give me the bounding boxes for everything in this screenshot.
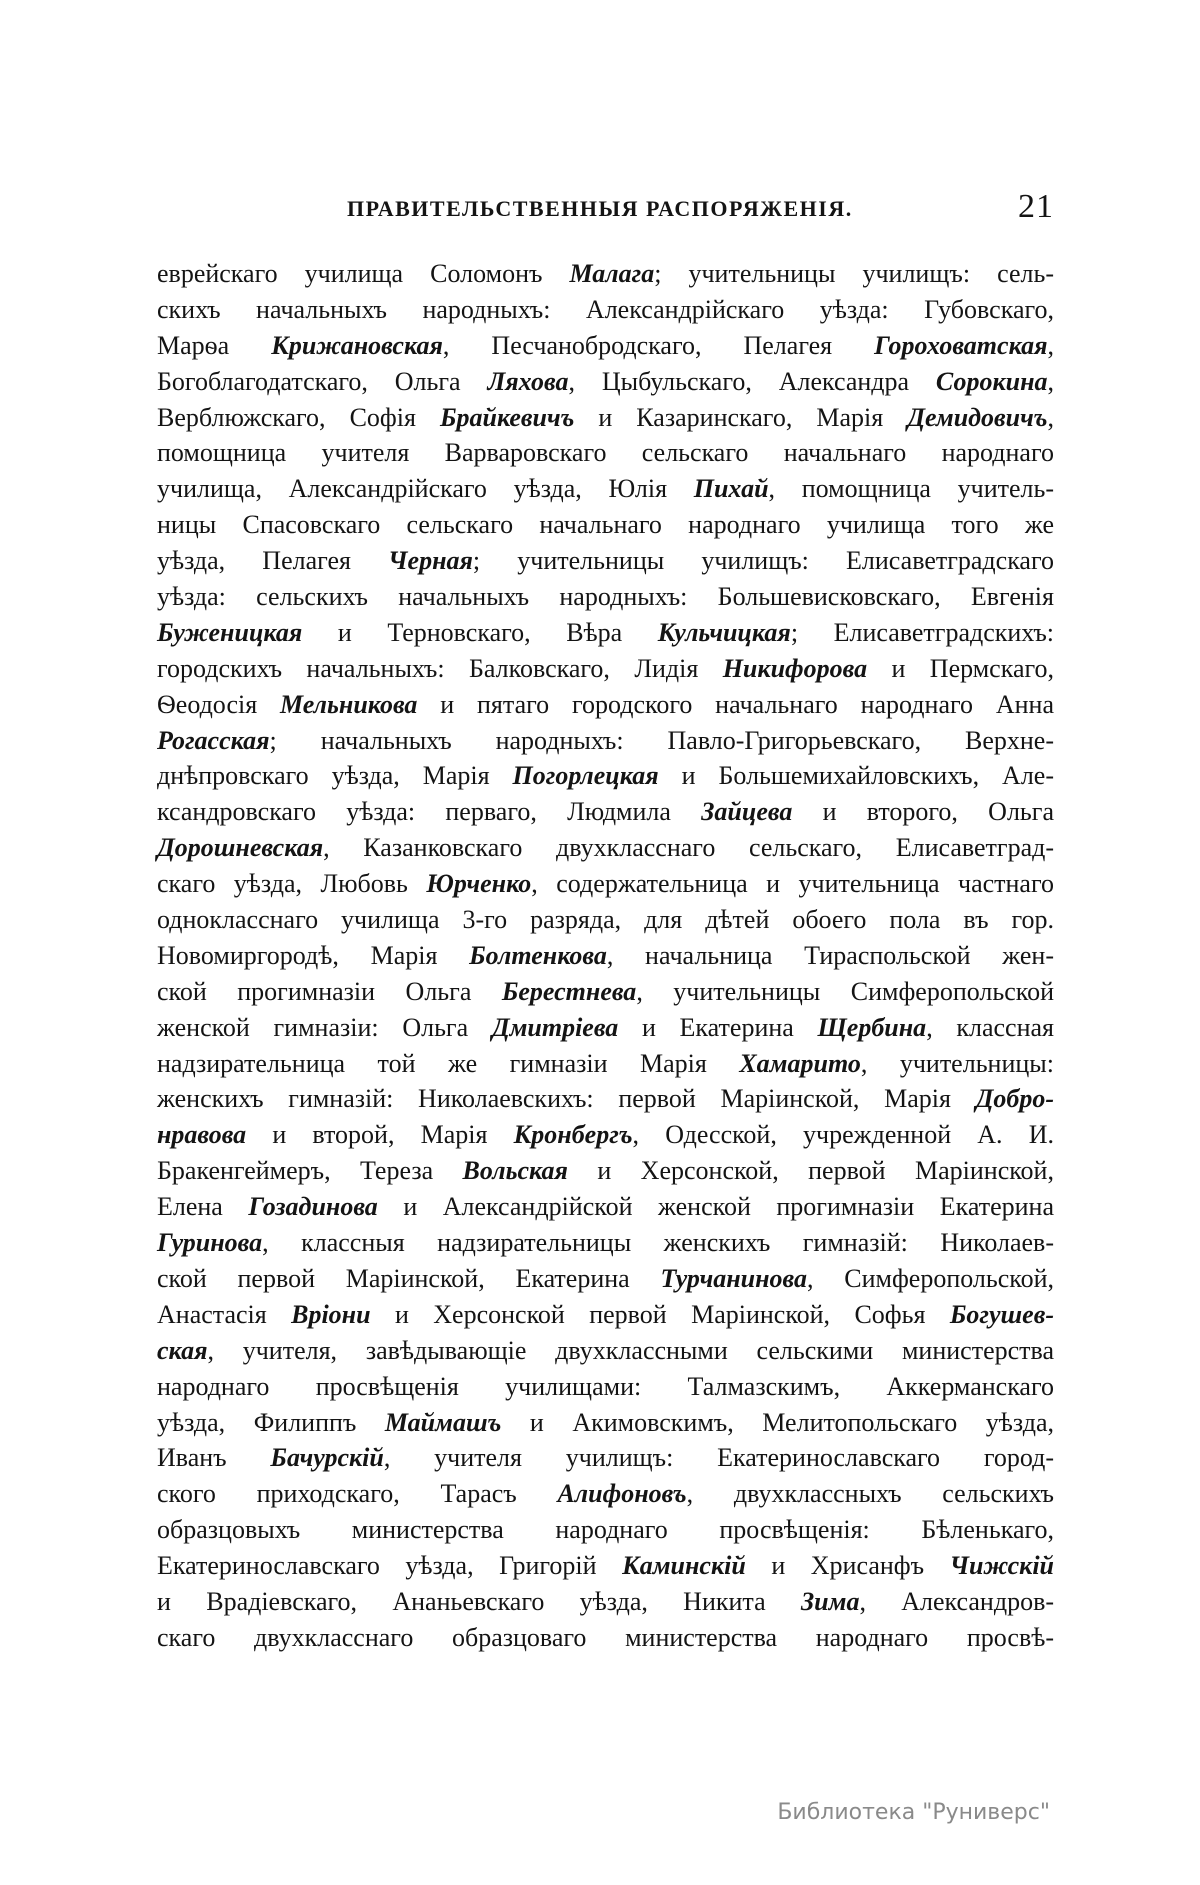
- text-run: и Пермскаго,: [867, 653, 1055, 683]
- italic-name: Мельникова: [280, 689, 418, 719]
- text-run: и Екатерина: [618, 1012, 818, 1042]
- text-run: ской прогимназіи Ольга: [157, 976, 502, 1006]
- body-text: [157, 256, 1054, 1656]
- text-line: [157, 1405, 1054, 1441]
- text-run: училища, Александрійскаго уѣзда, Юлія: [157, 474, 694, 504]
- text-run: , Александров-: [859, 1586, 1055, 1616]
- text-run: и Акимовскимъ, Мелитопольскаго уѣзда,: [501, 1407, 1054, 1437]
- text-line: [157, 1189, 1054, 1225]
- text-run: и второго, Ольга: [792, 797, 1054, 827]
- text-run: , классная: [926, 1012, 1055, 1042]
- text-line: [157, 1512, 1054, 1548]
- text-line: [157, 471, 1054, 507]
- text-run: и второй, Марія: [246, 1120, 514, 1150]
- italic-name: Малага: [569, 259, 655, 288]
- text-line: [157, 1081, 1054, 1117]
- italic-name: ская: [157, 1335, 208, 1365]
- text-run: женской гимназіи: Ольга: [157, 1012, 492, 1042]
- text-line: [157, 866, 1054, 902]
- text-line: [157, 1261, 1054, 1297]
- text-run: , учительницы:: [860, 1048, 1054, 1078]
- text-run: , Песчанобродскаго, Пелагея: [442, 330, 875, 360]
- text-run: и Врадіевскаго, Ананьевскаго уѣзда, Никита: [157, 1586, 801, 1616]
- text-run: , Цыбульскаго, Александра: [568, 366, 936, 396]
- text-line: [157, 543, 1054, 579]
- italic-name: Гуринова: [157, 1228, 263, 1258]
- text-line: [157, 1333, 1054, 1369]
- text-run: еврейскаго училища Соломонъ: [157, 259, 570, 288]
- text-run: ницы Спасовскаго сельскаго начальнаго народнаго училища того же: [157, 510, 1054, 540]
- italic-name: Зайцева: [701, 797, 793, 827]
- text-line: [157, 615, 1054, 651]
- text-run: Богоблагодатскаго, Ольга: [157, 366, 488, 396]
- library-watermark: Библиотека "Руниверс": [777, 1800, 1050, 1825]
- text-run: ,: [1047, 402, 1054, 432]
- text-run: ского приходскаго, Тарасъ: [157, 1479, 558, 1509]
- text-run: , классныя надзирательницы женскихъ гимназій: Николаев-: [262, 1228, 1054, 1258]
- text-run: Новомиргородѣ, Марія: [157, 940, 470, 970]
- text-line: [157, 1369, 1054, 1405]
- italic-name: Никифорова: [722, 653, 868, 683]
- italic-name: Добро-: [975, 1084, 1054, 1114]
- text-run: Бракенгеймеръ, Тереза: [157, 1156, 463, 1186]
- text-run: городскихъ начальныхъ: Балковскаго, Лидія: [157, 653, 723, 683]
- text-line: [157, 758, 1054, 794]
- text-line: [157, 687, 1054, 723]
- italic-name: Хамарито: [739, 1048, 861, 1078]
- italic-name: Крижановская: [271, 330, 443, 360]
- text-line: [157, 830, 1054, 866]
- italic-name: Сорокина: [935, 366, 1048, 396]
- text-line: [157, 256, 1054, 292]
- italic-name: Дмитріева: [491, 1012, 619, 1042]
- text-run: Анастасія: [157, 1299, 292, 1329]
- text-run: , Казанковскаго двухкласснаго сельскаго, Елисаветград-: [323, 833, 1054, 863]
- italic-name: Дорошневская: [157, 833, 324, 863]
- italic-name: Кульчицкая: [657, 617, 791, 647]
- text-run: ; учительницы училищъ: сель-: [654, 259, 1054, 288]
- text-run: ; учительницы училищъ: Елисаветградскаго: [472, 546, 1054, 576]
- text-run: образцовыхъ министерства народнаго просвѣщенія: Бѣленькаго,: [157, 1515, 1054, 1545]
- text-run: женскихъ гимназій: Николаевскихъ: первой Маріинской, Марія: [157, 1084, 976, 1114]
- italic-name: нравова: [157, 1120, 247, 1150]
- italic-name: Бачурскій: [270, 1443, 384, 1473]
- text-line: [157, 507, 1054, 543]
- text-line: [157, 1548, 1054, 1584]
- text-line: [157, 292, 1054, 328]
- italic-name: Алифоновъ: [557, 1479, 687, 1509]
- text-line: [157, 1046, 1054, 1082]
- italic-name: Богушев-: [949, 1299, 1054, 1329]
- text-run: надзирательница той же гимназіи Марія: [157, 1048, 740, 1078]
- text-line: [157, 651, 1054, 687]
- text-run: ; начальныхъ народныхъ: Павло-Григорьевскаго, Верхне-: [269, 725, 1054, 755]
- italic-name: Погорлецкая: [512, 761, 659, 791]
- italic-name: Вольская: [462, 1156, 568, 1186]
- text-run: скихъ начальныхъ народныхъ: Александрійскаго уѣзда: Губовскаго,: [157, 294, 1054, 324]
- text-run: ,: [1047, 330, 1054, 360]
- text-line: [157, 974, 1054, 1010]
- text-run: и Александрійской женской прогимназіи Екатерина: [377, 1192, 1054, 1222]
- text-line: [157, 938, 1054, 974]
- text-line: [157, 794, 1054, 830]
- italic-name: Берестнева: [501, 976, 637, 1006]
- italic-name: Черная: [388, 546, 473, 576]
- italic-name: Пихай: [693, 474, 769, 504]
- italic-name: Буженицкая: [157, 617, 303, 647]
- text-run: , учителя училищъ: Екатеринославскаго город-: [383, 1443, 1054, 1473]
- italic-name: Брайкевичъ: [439, 402, 575, 432]
- italic-name: Щербина: [817, 1012, 927, 1042]
- italic-name: Гороховатская: [874, 330, 1048, 360]
- italic-name: Каминскій: [622, 1551, 746, 1581]
- text-run: и Терновскаго, Вѣра: [302, 617, 658, 647]
- text-line: [157, 1297, 1054, 1333]
- text-run: уѣзда: сельскихъ начальныхъ народныхъ: Большевисковскаго, Евгенія: [157, 582, 1054, 612]
- text-run: ,: [1047, 366, 1055, 396]
- text-line: [157, 902, 1054, 938]
- italic-name: Болтенкова: [469, 940, 607, 970]
- text-line: [157, 1584, 1054, 1620]
- italic-name: Турчанинова: [660, 1263, 807, 1293]
- text-run: уѣзда, Филиппъ: [157, 1407, 385, 1437]
- text-line: [157, 328, 1054, 364]
- text-line: [157, 1117, 1054, 1153]
- text-run: Марѳа: [157, 330, 272, 360]
- text-run: , двухклассныхъ сельскихъ: [686, 1479, 1054, 1509]
- text-run: и Херсонской, первой Маріинской,: [567, 1156, 1054, 1186]
- text-run: , Одесской, учрежденной А. И.: [632, 1120, 1054, 1150]
- italic-name: Юрченко: [426, 869, 532, 899]
- text-run: и Херсонской первой Маріинской, Софья: [370, 1299, 950, 1329]
- running-title: ПРАВИТЕЛЬСТВЕННЫЯ РАСПОРЯЖЕНІЯ.: [347, 196, 853, 221]
- text-line: [157, 364, 1054, 400]
- text-run: днѣпровскаго уѣзда, Марія: [157, 761, 513, 791]
- text-run: ской первой Маріинской, Екатерина: [157, 1263, 661, 1293]
- italic-name: Маймашъ: [384, 1407, 502, 1437]
- text-run: , содержательница и учительница частнаго: [531, 869, 1054, 899]
- page-number: 21: [1018, 188, 1054, 225]
- text-line: [157, 1225, 1054, 1261]
- running-header: [157, 190, 1054, 230]
- text-run: Екатеринославскаго уѣзда, Григорій: [157, 1551, 623, 1581]
- text-run: ксандровскаго уѣзда: перваго, Людмила: [157, 797, 702, 827]
- text-run: , начальница Тираспольской жен-: [606, 940, 1054, 970]
- text-line: [157, 579, 1054, 615]
- italic-name: Вріони: [291, 1299, 371, 1329]
- italic-name: Кронбергъ: [513, 1120, 633, 1150]
- italic-name: Рогасская: [157, 725, 270, 755]
- italic-name: Чижскій: [949, 1551, 1054, 1581]
- text-run: однокласснаго училища 3-го разряда, для дѣтей обоего пола въ гор.: [157, 905, 1054, 935]
- text-run: ; Елисаветградскихъ:: [790, 617, 1054, 647]
- text-line: [157, 723, 1054, 759]
- text-run: уѣзда, Пелагея: [157, 546, 389, 576]
- text-run: Верблюжскаго, Софія: [157, 402, 440, 432]
- text-run: Ѳеодосія: [157, 689, 281, 719]
- text-run: скаго двухкласснаго образцоваго министерства народнаго просвѣ-: [157, 1622, 1054, 1652]
- italic-name: Зима: [800, 1586, 860, 1616]
- text-run: , учительницы Симферопольской: [636, 976, 1055, 1006]
- text-run: и Большемихайловскихъ, Але-: [658, 761, 1054, 791]
- text-line: [157, 1153, 1054, 1189]
- italic-name: Демидовичъ: [907, 402, 1048, 432]
- text-run: Елена: [157, 1192, 249, 1222]
- text-run: , учителя, завѣдывающіе двухклассными сельскими министерства: [207, 1335, 1054, 1365]
- italic-name: Гозадинова: [248, 1192, 378, 1222]
- text-run: народнаго просвѣщенія училищами: Талмазскимъ, Аккерманскаго: [157, 1371, 1054, 1401]
- text-run: и Казаринскаго, Марія: [574, 402, 908, 432]
- italic-name: Ляхова: [487, 366, 569, 396]
- text-line: [157, 1010, 1054, 1046]
- text-line: [157, 1440, 1054, 1476]
- text-run: скаго уѣзда, Любовь: [157, 869, 427, 899]
- text-run: и Хрисанфъ: [745, 1551, 950, 1581]
- text-line: [157, 400, 1054, 436]
- text-run: Иванъ: [157, 1443, 271, 1473]
- text-line: [157, 1476, 1054, 1512]
- text-run: помощница учителя Варваровскаго сельскаго начальнаго народнаго: [157, 438, 1054, 468]
- text-line: [157, 1620, 1054, 1656]
- text-run: , помощница учитель-: [768, 474, 1054, 504]
- text-run: , Симферопольской,: [807, 1263, 1055, 1293]
- text-run: и пятаго городского начальнаго народнаго Анна: [417, 689, 1054, 719]
- text-line: [157, 435, 1054, 471]
